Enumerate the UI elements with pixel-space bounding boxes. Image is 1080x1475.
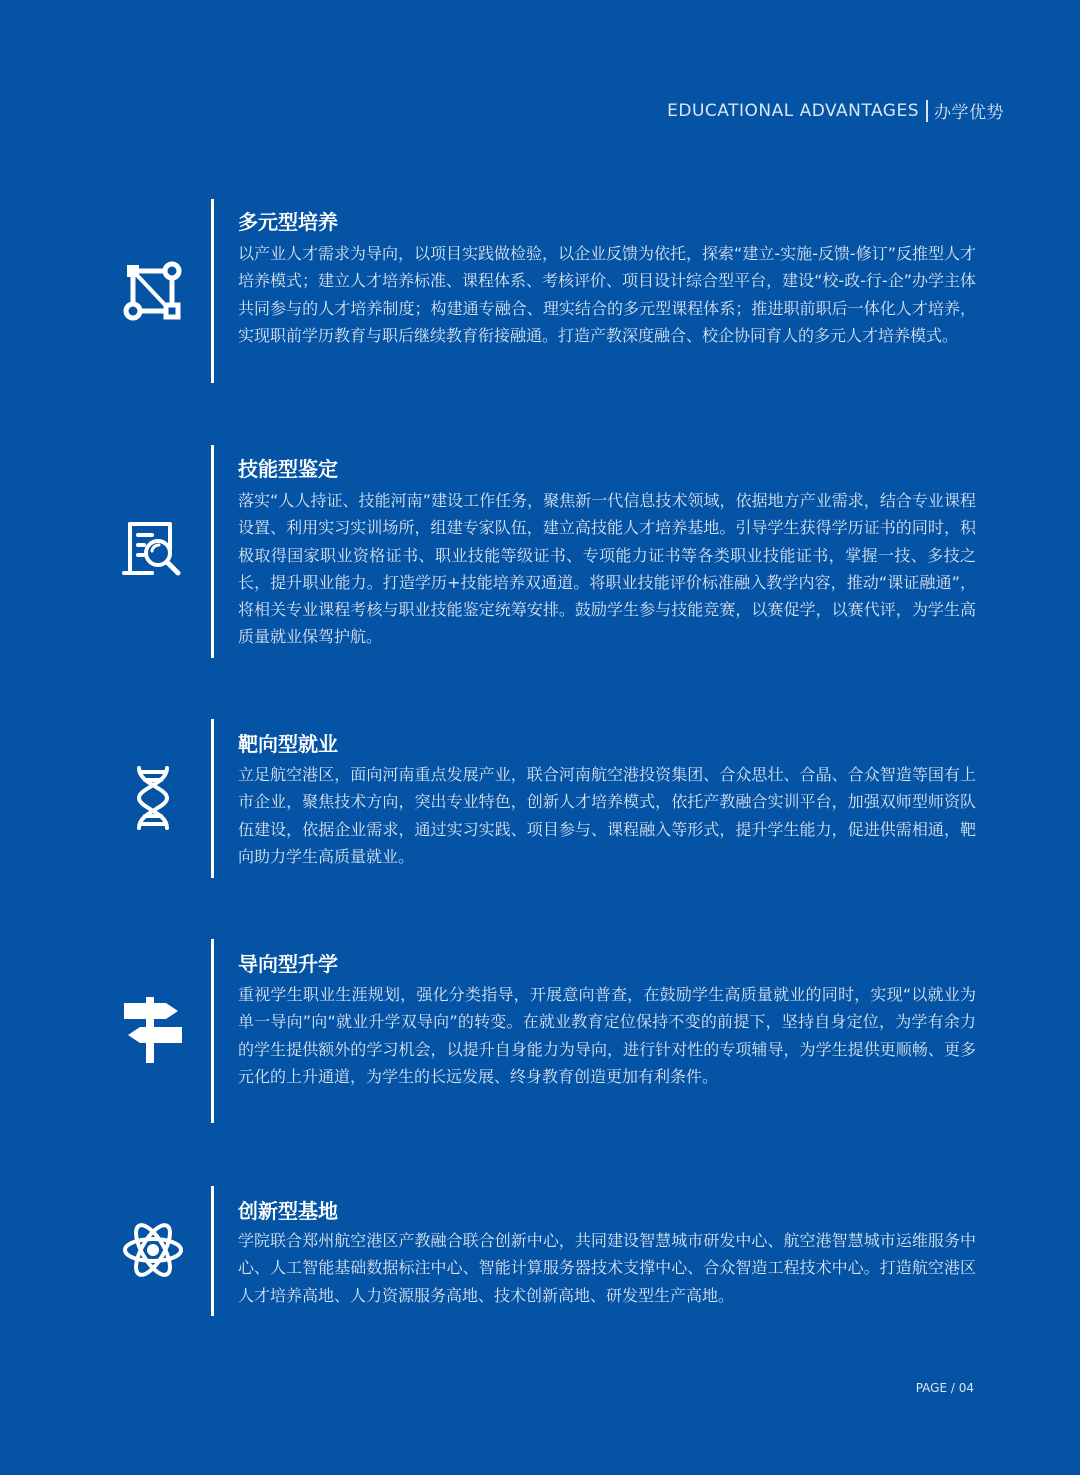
section-title: 导向型升学 (238, 952, 338, 976)
section-title: 技能型鉴定 (238, 457, 338, 481)
signpost-icon (120, 997, 186, 1063)
section-divider-line (211, 199, 214, 383)
section-body: 立足航空港区，面向河南重点发展产业，联合河南航空港投资集团、合众思壮、合晶、合众智造等国有上市企业，聚焦技术方向，突出专业特色，创新人才培养模式，依托产教融合实训平台，加强双师型师资队伍建设，依据企业需求，通过实习实践、项目参与、课程融入等形式，提升学生能力，促进供需相通，靶向助力学生高质量就业。 (238, 765, 976, 866)
section-body: 学院联合郑州航空港区产教融合联合创新中心，共同建设智慧城市研发中心、航空港智慧城市运维服务中心、人工智能基础数据标注中心、智能计算服务器技术支撑中心、合众智造工程技术中心。打造航空港区人才培养高地、人力资源服务高地、技术创新高地、研发型生产高地。 (238, 1231, 976, 1305)
header-divider (926, 100, 928, 122)
dna-icon (120, 765, 186, 831)
section-body: 以产业人才需求为导向，以项目实践做检验，以企业反馈为依托，探索“建立-实施-反馈-修订”反推型人才培养模式；建立人才培养标准、课程体系、考核评价、项目设计综合型平台，建设“校-政-行-企”办学主体共同参与的人才培养制度；构建通专融合、理实结合的多元型课程体系；推进职前职后一体化人才培养，实现职前学历教育与职后继续教育衔接融通。打造产教深度融合、校企协同育人的多元人才培养模式。 (238, 244, 976, 345)
section-body: 落实“人人持证、技能河南”建设工作任务，聚焦新一代信息技术领域，依据地方产业需求，结合专业课程设置、利用实习实训场所，组建专家队伍，建立高技能人才培养基地。引导学生获得学历证书的同时，积极取得国家职业资格证书、职业技能等级证书、专项能力证书等各类职业技能证书，掌握一技、多技之长，提升职业能力。打造学历+技能培养双通道。将职业技能评价标准融入教学内容，推动“课证融通”，将相关专业课程考核与职业技能鉴定统筹安排。鼓励学生参与技能竞赛，以赛促学，以赛代评，为学生高质量就业保驾护航。 (238, 491, 976, 647)
atom-icon (120, 1217, 186, 1283)
section-title: 靶向型就业 (238, 732, 338, 756)
document-search-icon (120, 517, 186, 583)
section-body: 重视学生职业生涯规划，强化分类指导，开展意向普查，在鼓励学生高质量就业的同时，实现“以就业为单一导向”向“就业升学双导向”的转变。在就业教育定位保持不变的前提下，坚持自身定位，为学有余力的学生提供额外的学习机会，以提升自身能力为导向，进行针对性的专项辅导，为学生提供更顺畅、更多元化的上升通道，为学生的长远发展、终身教育创造更加有利条件。 (238, 985, 976, 1086)
header-english-title: EDUCATIONAL ADVANTAGES (667, 100, 919, 121)
workflow-nodes-icon (120, 258, 186, 324)
section-divider-line (211, 719, 214, 878)
page-header (667, 98, 1004, 123)
page-number: PAGE / 04 (915, 1381, 974, 1395)
section-title: 多元型培养 (238, 210, 338, 234)
section-divider-line (211, 1186, 214, 1316)
header-chinese-title: 办学优势 (934, 103, 1004, 123)
section-divider-line (211, 445, 214, 658)
section-divider-line (211, 939, 214, 1123)
section-title: 创新型基地 (238, 1199, 338, 1223)
